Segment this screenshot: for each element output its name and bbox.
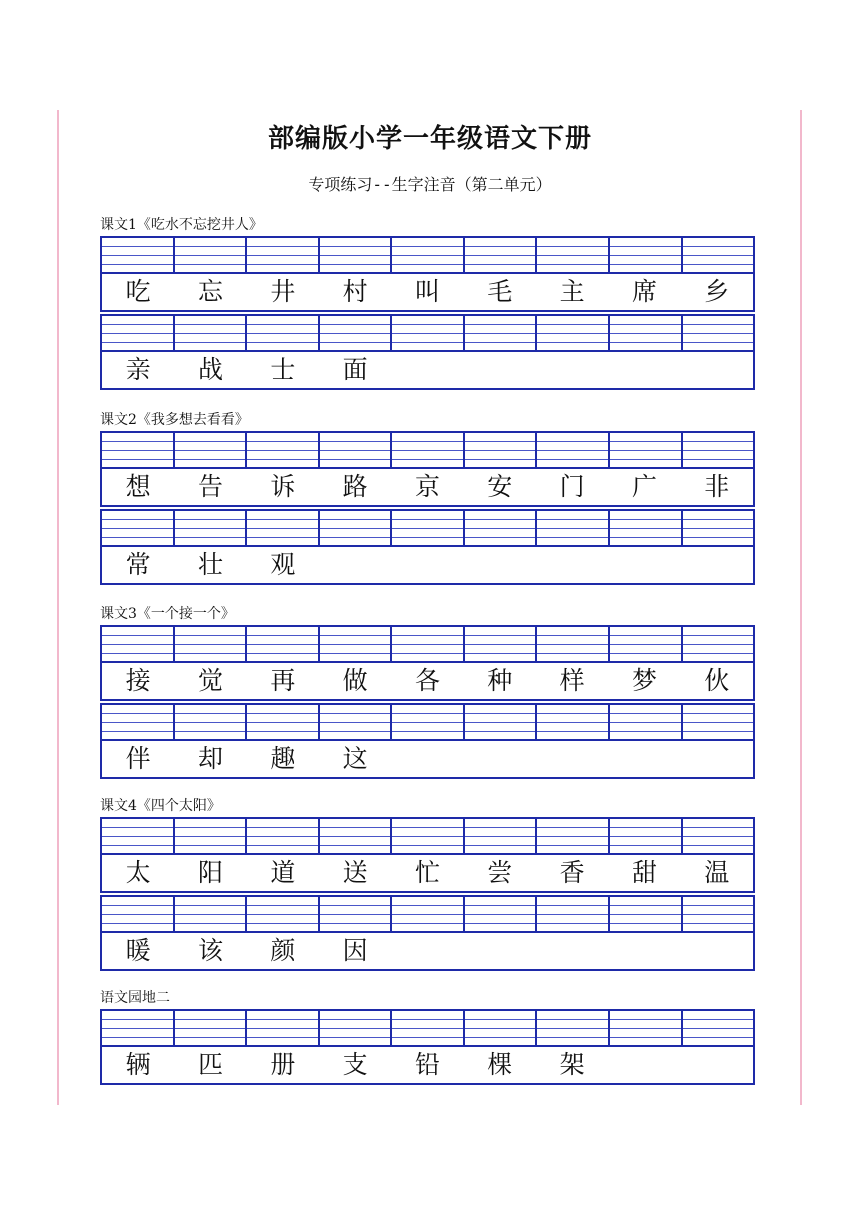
pinyin-cell[interactable] xyxy=(463,819,536,853)
hanzi-character: 做 xyxy=(342,666,368,695)
hanzi-character: 送 xyxy=(342,858,368,887)
hanzi-character: 太 xyxy=(125,858,151,887)
hanzi-character: 伴 xyxy=(125,744,151,773)
pinyin-cell[interactable] xyxy=(535,819,608,853)
pinyin-cell[interactable] xyxy=(102,511,173,545)
row-empty-space xyxy=(319,547,753,583)
pinyin-cell[interactable] xyxy=(535,433,608,467)
hanzi-character: 这 xyxy=(342,744,368,773)
hanzi-character: 辆 xyxy=(125,1050,151,1079)
hanzi-character: 道 xyxy=(270,858,296,887)
hanzi-character: 该 xyxy=(197,936,223,965)
hanzi-character: 广 xyxy=(631,472,657,501)
hanzi-character: 士 xyxy=(270,355,296,384)
pinyin-cell[interactable] xyxy=(608,705,681,739)
hanzi-character: 非 xyxy=(704,472,730,501)
lesson-section xyxy=(100,603,755,779)
page-title: 部编版小学一年级语文下册 xyxy=(267,124,592,154)
pinyin-cell[interactable] xyxy=(463,1011,536,1045)
pinyin-cell[interactable] xyxy=(245,627,318,661)
pinyin-cell[interactable] xyxy=(318,511,391,545)
pinyin-cell[interactable] xyxy=(681,1011,754,1045)
character-row xyxy=(100,663,755,701)
pinyin-row xyxy=(100,509,755,547)
pinyin-cell[interactable] xyxy=(390,627,463,661)
pinyin-cell[interactable] xyxy=(245,511,318,545)
hanzi-character: 甜 xyxy=(631,858,657,887)
hanzi-character: 却 xyxy=(197,744,223,773)
writing-block xyxy=(100,509,755,587)
hanzi-character: 主 xyxy=(559,277,585,306)
hanzi-character: 席 xyxy=(631,277,657,306)
pinyin-cell[interactable] xyxy=(318,627,391,661)
hanzi-character: 京 xyxy=(414,472,440,501)
pinyin-cell[interactable] xyxy=(535,627,608,661)
pinyin-row xyxy=(100,817,755,855)
pinyin-cell[interactable] xyxy=(102,433,173,467)
pinyin-cell[interactable] xyxy=(608,627,681,661)
lesson-label: 语文园地二 xyxy=(100,990,170,1006)
pinyin-cell[interactable] xyxy=(318,433,391,467)
pinyin-cell[interactable] xyxy=(463,897,536,931)
lesson-section xyxy=(100,987,755,1085)
pinyin-cell[interactable] xyxy=(463,627,536,661)
pinyin-row xyxy=(100,625,755,663)
pinyin-cell[interactable] xyxy=(608,238,681,272)
lesson-label: 课文2《我多想去看看》 xyxy=(100,412,249,428)
pinyin-cell[interactable] xyxy=(245,819,318,853)
hanzi-character: 颜 xyxy=(270,936,296,965)
pinyin-cell[interactable] xyxy=(390,1011,463,1045)
hanzi-character: 伙 xyxy=(704,666,730,695)
hanzi-character: 忙 xyxy=(414,858,440,887)
hanzi-character: 诉 xyxy=(270,472,296,501)
row-empty-space xyxy=(391,933,753,969)
pinyin-cell[interactable] xyxy=(463,705,536,739)
pinyin-row xyxy=(100,703,755,741)
pinyin-cell[interactable] xyxy=(681,627,754,661)
hanzi-character: 趣 xyxy=(270,744,296,773)
hanzi-character: 观 xyxy=(270,550,296,579)
character-row xyxy=(100,352,755,390)
writing-block xyxy=(100,895,755,973)
hanzi-character: 觉 xyxy=(197,666,223,695)
pinyin-cell[interactable] xyxy=(173,819,246,853)
pinyin-cell[interactable] xyxy=(681,238,754,272)
pinyin-cell[interactable] xyxy=(173,627,246,661)
pinyin-cell[interactable] xyxy=(245,316,318,350)
hanzi-character: 香 xyxy=(559,858,585,887)
hanzi-character: 忘 xyxy=(197,277,223,306)
lesson-label: 课文3《一个接一个》 xyxy=(100,606,235,622)
pinyin-cell[interactable] xyxy=(102,627,173,661)
pinyin-cell[interactable] xyxy=(463,238,536,272)
pinyin-cell[interactable] xyxy=(318,238,391,272)
hanzi-character: 叫 xyxy=(414,277,440,306)
pinyin-cell[interactable] xyxy=(681,897,754,931)
pinyin-cell[interactable] xyxy=(390,316,463,350)
writing-block xyxy=(100,625,755,703)
hanzi-character: 安 xyxy=(487,472,513,501)
writing-block xyxy=(100,314,755,392)
hanzi-character: 常 xyxy=(125,550,151,579)
hanzi-character: 吃 xyxy=(125,277,151,306)
row-empty-space xyxy=(391,352,753,388)
pinyin-cell[interactable] xyxy=(318,316,391,350)
character-row xyxy=(100,741,755,779)
pinyin-cell[interactable] xyxy=(173,897,246,931)
pinyin-cell[interactable] xyxy=(173,705,246,739)
pinyin-cell[interactable] xyxy=(535,897,608,931)
pinyin-cell[interactable] xyxy=(102,705,173,739)
pinyin-cell[interactable] xyxy=(535,238,608,272)
pinyin-cell[interactable] xyxy=(681,433,754,467)
hanzi-character: 壮 xyxy=(197,550,223,579)
pinyin-cell[interactable] xyxy=(173,316,246,350)
pinyin-cell[interactable] xyxy=(318,705,391,739)
lesson-section xyxy=(100,409,755,585)
hanzi-character: 告 xyxy=(197,472,223,501)
hanzi-character: 再 xyxy=(270,666,296,695)
character-row xyxy=(100,933,755,971)
writing-block xyxy=(100,817,755,895)
pinyin-cell[interactable] xyxy=(681,316,754,350)
hanzi-character: 册 xyxy=(270,1050,296,1079)
writing-block xyxy=(100,703,755,781)
pinyin-cell[interactable] xyxy=(245,897,318,931)
hanzi-character: 想 xyxy=(125,472,151,501)
hanzi-character: 架 xyxy=(559,1050,585,1079)
pinyin-row xyxy=(100,895,755,933)
writing-block xyxy=(100,1009,755,1087)
right-margin-line xyxy=(800,110,802,1105)
lesson-section xyxy=(100,795,755,971)
pinyin-cell[interactable] xyxy=(102,819,173,853)
pinyin-cell[interactable] xyxy=(390,238,463,272)
lesson-label: 课文4《四个太阳》 xyxy=(100,798,221,814)
hanzi-character: 尝 xyxy=(487,858,513,887)
pinyin-cell[interactable] xyxy=(245,433,318,467)
hanzi-character: 温 xyxy=(704,858,730,887)
left-margin-line xyxy=(57,110,59,1105)
hanzi-character: 铅 xyxy=(414,1050,440,1079)
hanzi-character: 暖 xyxy=(125,936,151,965)
pinyin-cell[interactable] xyxy=(245,1011,318,1045)
pinyin-row xyxy=(100,236,755,274)
pinyin-cell[interactable] xyxy=(245,238,318,272)
pinyin-cell[interactable] xyxy=(535,511,608,545)
writing-block xyxy=(100,236,755,314)
hanzi-character: 路 xyxy=(342,472,368,501)
pinyin-row xyxy=(100,314,755,352)
pinyin-cell[interactable] xyxy=(173,433,246,467)
pinyin-cell[interactable] xyxy=(318,897,391,931)
pinyin-cell[interactable] xyxy=(608,819,681,853)
pinyin-cell[interactable] xyxy=(463,316,536,350)
pinyin-cell[interactable] xyxy=(535,705,608,739)
hanzi-character: 面 xyxy=(342,355,368,384)
hanzi-character: 样 xyxy=(559,666,585,695)
hanzi-character: 种 xyxy=(487,666,513,695)
hanzi-character: 支 xyxy=(342,1050,368,1079)
pinyin-cell[interactable] xyxy=(390,897,463,931)
pinyin-cell[interactable] xyxy=(681,705,754,739)
hanzi-character: 毛 xyxy=(487,277,513,306)
pinyin-cell[interactable] xyxy=(390,511,463,545)
pinyin-cell[interactable] xyxy=(102,1011,173,1045)
pinyin-cell[interactable] xyxy=(102,238,173,272)
hanzi-character: 乡 xyxy=(704,277,730,306)
pinyin-cell[interactable] xyxy=(318,1011,391,1045)
hanzi-character: 阳 xyxy=(197,858,223,887)
pinyin-cell[interactable] xyxy=(608,433,681,467)
pinyin-cell[interactable] xyxy=(390,819,463,853)
pinyin-cell[interactable] xyxy=(681,511,754,545)
hanzi-character: 因 xyxy=(342,936,368,965)
pinyin-cell[interactable] xyxy=(608,897,681,931)
pinyin-cell[interactable] xyxy=(608,511,681,545)
page-subtitle: 专项练习--生字注音（第二单元） xyxy=(308,175,552,194)
pinyin-cell[interactable] xyxy=(173,238,246,272)
hanzi-character: 匹 xyxy=(197,1050,223,1079)
lesson-section xyxy=(100,214,755,390)
pinyin-cell[interactable] xyxy=(102,897,173,931)
character-row xyxy=(100,274,755,312)
hanzi-character: 村 xyxy=(342,277,368,306)
character-row xyxy=(100,469,755,507)
pinyin-cell[interactable] xyxy=(318,819,391,853)
pinyin-cell[interactable] xyxy=(535,316,608,350)
character-row xyxy=(100,855,755,893)
hanzi-character: 井 xyxy=(270,277,296,306)
pinyin-cell[interactable] xyxy=(390,705,463,739)
pinyin-cell[interactable] xyxy=(535,1011,608,1045)
pinyin-cell[interactable] xyxy=(608,1011,681,1045)
pinyin-cell[interactable] xyxy=(608,316,681,350)
row-empty-space xyxy=(608,1047,753,1083)
hanzi-character: 接 xyxy=(125,666,151,695)
hanzi-character: 各 xyxy=(414,666,440,695)
hanzi-character: 棵 xyxy=(487,1050,513,1079)
hanzi-character: 战 xyxy=(197,355,223,384)
pinyin-row xyxy=(100,1009,755,1047)
pinyin-cell[interactable] xyxy=(390,433,463,467)
pinyin-row xyxy=(100,431,755,469)
pinyin-cell[interactable] xyxy=(463,511,536,545)
character-row xyxy=(100,547,755,585)
character-row xyxy=(100,1047,755,1085)
pinyin-cell[interactable] xyxy=(463,433,536,467)
pinyin-cell[interactable] xyxy=(245,705,318,739)
pinyin-cell[interactable] xyxy=(681,819,754,853)
writing-block xyxy=(100,431,755,509)
row-empty-space xyxy=(391,741,753,777)
pinyin-cell[interactable] xyxy=(173,1011,246,1045)
pinyin-cell[interactable] xyxy=(102,316,173,350)
hanzi-character: 亲 xyxy=(125,355,151,384)
pinyin-cell[interactable] xyxy=(173,511,246,545)
lesson-label: 课文1《吃水不忘挖井人》 xyxy=(100,217,263,233)
hanzi-character: 门 xyxy=(559,472,585,501)
hanzi-character: 梦 xyxy=(631,666,657,695)
